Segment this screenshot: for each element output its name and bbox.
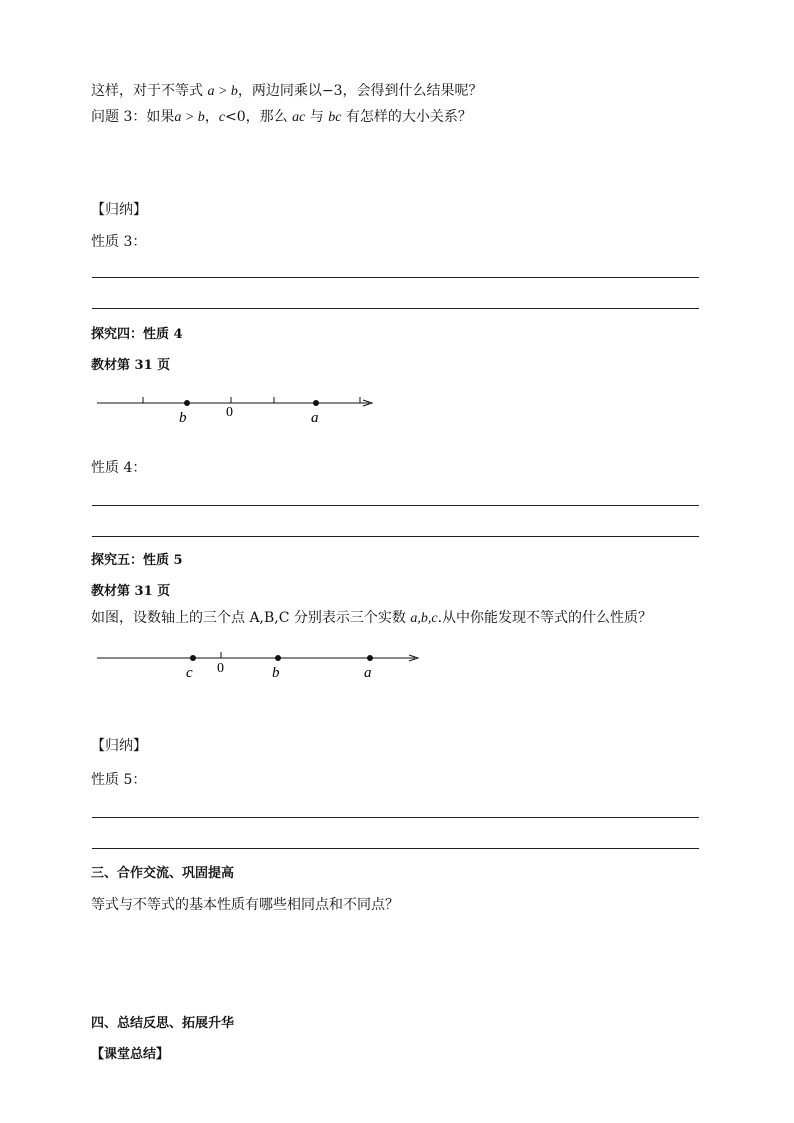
text-multiply-negative <box>91 82 483 101</box>
label-b: b <box>179 410 187 426</box>
math-variable: ac <box>292 110 306 125</box>
answer-line <box>92 848 699 849</box>
point-a <box>313 400 319 406</box>
label-a: a <box>364 665 372 681</box>
text-segment: 如图，设数轴上的三个点 A,B,C 分别表示三个实数 <box>91 610 411 626</box>
text-segment: ，两边同乘以−3，会得到什么结果呢？ <box>237 83 483 99</box>
textbook-ref-4: 教材第 31 页 <box>91 358 171 373</box>
text-segment: 问题 3：如果 <box>91 109 175 125</box>
heading-guina: 【归纳】 <box>91 202 147 218</box>
heading-section-3: 三、合作交流、巩固提高 <box>91 866 235 881</box>
heading-section-4: 四、总结反思、拓展升华 <box>91 1016 235 1031</box>
text-segment: 这样，对于不等式 <box>91 83 208 99</box>
label-zero: 0 <box>217 661 224 676</box>
number-line-1 <box>95 390 380 430</box>
point-a <box>367 655 373 661</box>
text-segment: 与 <box>305 109 329 125</box>
math-expression: a > b <box>207 84 238 99</box>
heading-explore-4: 探究四：性质 4 <box>91 327 183 342</box>
heading-explore-5: 探究五：性质 5 <box>91 553 183 568</box>
label-b: b <box>272 665 280 681</box>
heading-guina: 【归纳】 <box>91 738 147 754</box>
text-segment: 有怎样的大小关系？ <box>341 109 472 125</box>
label-a: a <box>311 410 319 426</box>
math-expression: a > b <box>174 110 205 125</box>
text-segment: .从中你能发现不等式的什么性质？ <box>437 610 653 626</box>
label-c: c <box>186 665 193 681</box>
text-segment: <0，那么 <box>225 109 293 125</box>
text-discussion-question: 等式与不等式的基本性质有哪些相同点和不同点？ <box>91 897 399 913</box>
answer-line <box>92 505 699 506</box>
heading-class-summary: 【课堂总结】 <box>91 1047 170 1062</box>
textbook-ref-5: 教材第 31 页 <box>91 584 171 599</box>
math-variable: a,b,c <box>410 611 438 626</box>
question-3 <box>91 108 472 127</box>
math-variable: bc <box>328 110 342 125</box>
label-zero: 0 <box>226 405 233 420</box>
number-line-2 <box>95 645 425 685</box>
label-property-3: 性质 3： <box>91 234 147 250</box>
label-property-5: 性质 5： <box>91 772 147 788</box>
answer-line <box>92 536 699 537</box>
math-variable: c <box>218 110 226 125</box>
answer-line <box>92 277 699 278</box>
text-figure-description <box>91 609 652 628</box>
answer-line <box>92 817 699 818</box>
answer-line <box>92 308 699 309</box>
point-b <box>184 400 190 406</box>
text-segment: ， <box>204 109 219 125</box>
point-b <box>275 655 281 661</box>
label-property-4: 性质 4： <box>91 460 147 476</box>
point-c <box>190 655 196 661</box>
